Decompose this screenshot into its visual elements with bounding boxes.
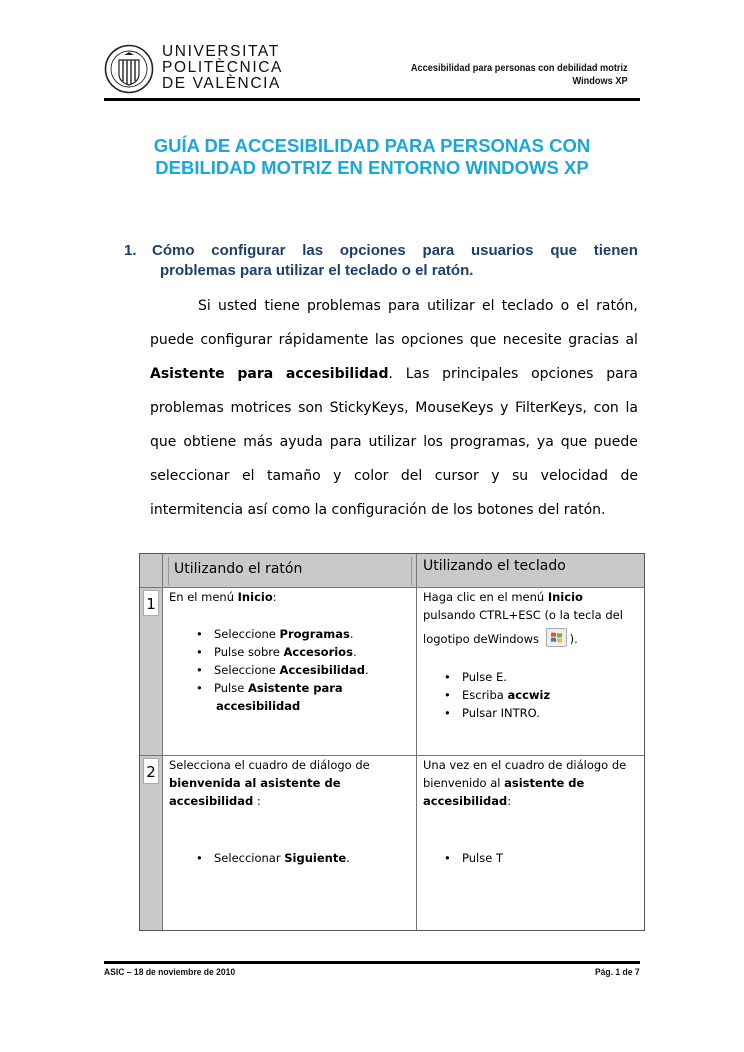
document-title: GUÍA DE ACCESIBILIDAD PARA PERSONAS CON DEBILIDAD MOTRIZ EN ENTORNO WINDOWS XP — [153, 135, 591, 178]
footer-date: ASIC – 18 de noviembre de 2010 — [104, 967, 236, 978]
heading-word: para — [422, 242, 455, 259]
paragraph-word: su — [512, 468, 529, 484]
heading-word: que — [550, 242, 577, 259]
paragraph-word: utilizar — [368, 434, 417, 450]
list-item-continuation: accesibilidad — [216, 699, 301, 713]
paragraph-word: motrices — [230, 400, 292, 416]
paragraph-word: puede — [594, 434, 638, 450]
university-seal-icon — [104, 44, 154, 94]
paragraph-word: de — [620, 468, 638, 484]
paragraph-word: los — [423, 434, 443, 450]
row1-keyboard-intro: Haga clic en el menú Inicio pulsando CTRL+ESC (o la tecla del logotipo deWindows ). — [423, 590, 623, 646]
paragraph-word: Las — [405, 366, 430, 382]
paragraph-word: ratón, — [596, 298, 638, 314]
paragraph-word: el — [576, 298, 589, 314]
paragraph-word: Si — [198, 298, 211, 314]
paragraph-word: opciones — [401, 332, 464, 348]
paragraph-word: el — [241, 468, 255, 484]
paragraph-line: intermitencia así como la configuración de los botones del ratón. — [150, 502, 606, 518]
paragraph-word: configurar — [200, 332, 273, 348]
paragraph-word: MouseKeys — [415, 400, 494, 416]
paragraph-word: velocidad — [540, 468, 608, 484]
paragraph-word: que — [150, 434, 177, 450]
heading-word: Cómo — [152, 242, 195, 259]
section-heading-line2: problemas para utilizar el teclado o el ratón. — [160, 262, 474, 279]
paragraph-word: color — [353, 468, 389, 484]
paragraph-word: programas, — [449, 434, 530, 450]
paragraph-word: necesite — [502, 332, 562, 348]
paragraph-word: para — [237, 366, 274, 382]
header-divider — [104, 98, 640, 101]
paragraph-word: para — [329, 434, 362, 450]
heading-word: las — [302, 242, 324, 259]
paragraph-word: problemas — [150, 400, 224, 416]
paragraph-line — [150, 460, 638, 492]
paragraph-word: y — [500, 400, 509, 416]
paragraph-word: accesibilidad. — [285, 366, 393, 382]
paragraph-line — [150, 324, 638, 356]
paragraph-word: principales — [442, 366, 519, 382]
row1-mouse-intro: En el menú Inicio: — [169, 590, 277, 604]
column-header-mouse: Utilizando el ratón — [174, 561, 303, 577]
paragraph-word: ya — [536, 434, 554, 450]
windows-logo-icon — [546, 628, 567, 647]
paragraph-line — [150, 426, 638, 458]
footer-divider — [104, 961, 640, 964]
row2-keyboard-intro: Una vez en el cuadro de diálogo de bienvenido al asistente de accesibilidad: — [423, 758, 627, 808]
university-name: UNIVERSITAT POLITÈCNICA DE VALÈNCIA — [162, 43, 283, 92]
paragraph-word: para — [388, 298, 420, 314]
page-number: Pág. 1 de 7 — [595, 967, 640, 978]
paragraph-line — [150, 392, 638, 424]
paragraph-word: la — [625, 400, 638, 416]
row-number: 1 — [143, 590, 159, 616]
paragraph-word: con — [593, 400, 619, 416]
paragraph-word: problemas — [307, 298, 381, 314]
paragraph-word: opciones — [531, 366, 594, 382]
paragraph-word: tamaño — [266, 468, 321, 484]
paragraph-word: tiene — [264, 298, 300, 314]
university-logo — [104, 42, 283, 98]
paragraph-word: ayuda — [279, 434, 323, 450]
row-number: 2 — [143, 758, 159, 784]
section-number: 1. — [124, 242, 137, 259]
section-heading-line1 — [152, 241, 638, 260]
paragraph-word: rápidamente — [278, 332, 369, 348]
paragraph-word: el — [481, 298, 495, 314]
paragraph-word: son — [298, 400, 323, 416]
paragraph-line — [150, 358, 638, 390]
heading-word: opciones — [339, 242, 406, 259]
paragraph-word: y — [333, 468, 342, 484]
paragraph-word: del — [400, 468, 423, 484]
paragraph-word: teclado — [501, 298, 554, 314]
heading-word: configurar — [211, 242, 286, 259]
paragraph-word: al — [625, 332, 638, 348]
paragraph-word: usted — [217, 298, 258, 314]
heading-word: usuarios — [471, 242, 534, 259]
column-header-keyboard: Utilizando el teclado — [423, 558, 566, 574]
paragraph-word: Asistente — [150, 366, 225, 382]
paragraph-word: cursor — [434, 468, 479, 484]
paragraph-word: obtiene — [183, 434, 237, 450]
paragraph-word: utilizar — [427, 298, 475, 314]
instructions-table: Utilizando el ratón Utilizando el teclado 1 En el menú Inicio: • Seleccione Programas. • Pulse sobre Accesorios. • Seleccione Accesibilidad. • Pulse Asistente para accesibilidad Haga clic en el menú Inicio pulsando CTRL+ESC (o la tecla del logotipo deWindows ). • Pulse E. • Escriba accwiz • Pulsar INTRO. 2 Selecciona el cuadro de diálogo de bienvenida al asistente de accesibilidad : • Seleccionar Siguiente. Una vez en el cuadro de diálogo de bienvenido al asistente de accesibilidad: • Pulse T — [139, 553, 645, 931]
header-running-title: Accesibilidad para personas con debilidad motriz Windows XP — [411, 63, 628, 87]
paragraph-word: o — [560, 298, 570, 314]
paragraph-word: que — [560, 434, 588, 450]
paragraph-line — [198, 290, 638, 322]
row2-mouse-intro: Selecciona el cuadro de diálogo de bienvenida al asistente de accesibilidad : — [169, 758, 370, 808]
paragraph-word: StickyKeys, — [329, 400, 409, 416]
paragraph-word: seleccionar — [150, 468, 230, 484]
paragraph-word: gracias — [568, 332, 619, 348]
paragraph-word: accesibilidad — [285, 366, 389, 382]
paragraph-word: para — [606, 366, 638, 382]
paragraph-word: las — [374, 332, 395, 348]
paragraph-word: y — [491, 468, 500, 484]
paragraph-word: más — [243, 434, 273, 450]
paragraph-word: que — [469, 332, 497, 348]
paragraph-word: FilterKeys, — [515, 400, 587, 416]
heading-word: tienen — [593, 242, 638, 259]
paragraph-word: puede — [150, 332, 194, 348]
